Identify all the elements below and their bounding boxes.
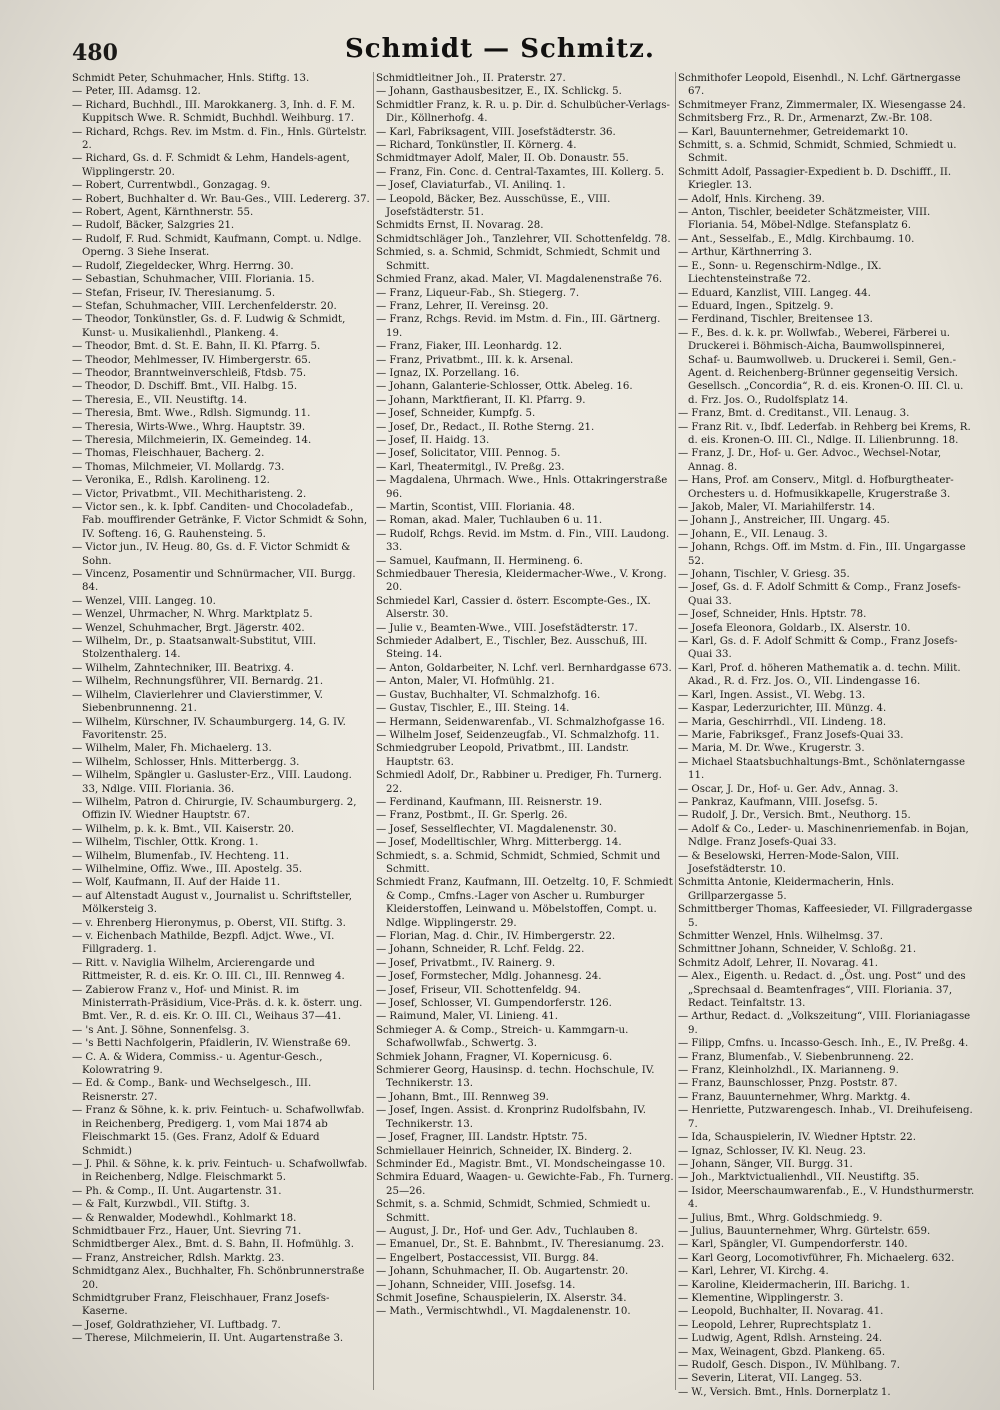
directory-entry: — Theodor, D. Dschiff. Bmt., VII. Halbg. 15. (72, 381, 298, 393)
directory-entry: — 's Ant. J. Söhne, Sonnenfelsg. 3. (72, 1024, 250, 1036)
directory-entry: — Anton, Maler, VI. Hofmühlg. 21. (376, 676, 555, 688)
directory-entry: — Wenzel, Schuhmacher, Brgt. Jägerstr. 402. (72, 622, 305, 634)
directory-entry: — Martin, Scontist, VIII. Floriania. 48. (376, 502, 575, 513)
directory-entry: — Richard, Tonkünstler, II. Körnerg. 4. (376, 140, 577, 152)
directory-entry: — Franz, Liqueur-Fab., Sh. Stiegerg. 7. (376, 287, 580, 299)
column-3 (678, 72, 976, 1398)
directory-entry: — Arthur, Redact. d. „Volkszeitung“, VIII. Florianiagasse 9. (678, 1011, 971, 1036)
directory-entry: Schmidtler Franz, k. R. u. p. Dir. d. Schulbücher-Verlags-Dir., Köllnerhofg. 4. (376, 99, 670, 125)
directory-entry: Schmidtberger Alex., Bmt. d. S. Bahn, II. Hofmühlg. 3. (72, 1239, 355, 1251)
directory-entry: — Theodor, Mehlmesser, IV. Himbergerstr. 65. (72, 354, 311, 366)
directory-entry: — Victor jun., IV. Heug. 80, Gs. d. F. Victor Schmidt & Sohn. (72, 542, 351, 567)
directory-entry: — Wilhelm, Schlosser, Hnls. Mitterbergg. 3. (72, 756, 300, 768)
directory-entry: — Theodor, Branntweinverschleiß, Ftdsb. 75. (72, 367, 307, 379)
directory-entry: — Josef, Schneider, Kumpfg. 5. (376, 408, 536, 420)
directory-entry: — Franz, Kleinholzhdl., IX. Marianneng. 9. (678, 1065, 899, 1077)
directory-entry: — Alex., Eigenth. u. Redact. d. „Öst. ung. Post“ und des „Sprechsaal d. Beamtenfrages“, VIII. Floriania. 37, Redact. Teinfaltstr. 13. (678, 971, 966, 1010)
directory-entry: — Adolf & Co., Leder- u. Maschinenriemenfab. in Bojan, Ndlge. Franz Josefs-Quai 33. (678, 823, 969, 849)
directory-entry: — Franz, Postbmt., II. Gr. Sperlg. 26. (376, 810, 568, 822)
directory-entry: — Franz, Privatbmt., III. k. k. Arsenal. (376, 354, 574, 366)
directory-entry: — Ph. & Comp., II. Unt. Augartenstr. 31. (72, 1185, 282, 1197)
directory-entry: — Josef, Schneider, Hnls. Hptstr. 78. (678, 609, 867, 621)
directory-entry: — Arthur, Kärthnerring 3. (678, 247, 812, 259)
directory-entry: — Richard, Rchgs. Rev. im Mstm. d. Fin., Hnls. Gürtelstr. 2. (72, 126, 367, 152)
column-1 (72, 72, 370, 1390)
directory-entry: Schmidtleitner Joh., II. Praterstr. 27. (376, 73, 566, 84)
directory-entry: — Franz & Söhne, k. k. priv. Feintuch- u. Schafwollwfab. in Reichenberg, Predigerg. 1, vom Mai 1874 ab Fleischmarkt 15. (Ges. Franz, Adolf & Eduard Schmidt.) (72, 1105, 365, 1157)
directory-entry: — Hans, Prof. am Conserv., Mitgl. d. Hofburgtheater-Orchesters u. d. Hofmusikkapelle, Krugerstraße 3. (678, 475, 954, 500)
directory-entry: — Maria, Geschirrhdl., VII. Lindeng. 18. (678, 716, 887, 728)
directory-entry: — Josef, Modelltischler, Whrg. Mitterbergg. 14. (376, 837, 622, 849)
directory-entry: — Anton, Tischler, beeideter Schätzmeister, VIII. Floriania. 54, Möbel-Ndlge. Stefansplatz 6. (678, 207, 931, 232)
directory-entry: — Ferdinand, Tischler, Breitensee 13. (678, 314, 873, 326)
directory-entry: Schmieger A. & Comp., Streich- u. Kammgarn-u. Schafwollwfab., Schwertg. 3. (376, 1024, 629, 1050)
directory-entry: — v. Eichenbach Mathilde, Bezpfl. Adjct. Wwe., VI. Fillgraderg. 1. (72, 931, 335, 956)
directory-entry: — Ed. & Comp., Bank- und Wechselgesch., III. Reisnerstr. 27. (72, 1078, 312, 1103)
directory-entry: — Wolf, Kaufmann, II. Auf der Haide 11. (72, 877, 281, 889)
directory-entry: — Josef, Dr., Redact., II. Rothe Sterng. 21. (376, 421, 595, 433)
directory-entry: Schmithofer Leopold, Eisenhdl., N. Lchf. Gärtnergasse 67. (678, 73, 961, 98)
directory-entry: — Wilhelm, p. k. k. Bmt., VII. Kaiserstr. 20. (72, 823, 295, 835)
directory-entry: Schmitz Adolf, Lehrer, II. Novarag. 41. (678, 957, 879, 969)
directory-entry: Schmira Eduard, Waagen- u. Gewichte-Fab., Fh. Turnerg. 25—26. (376, 1172, 674, 1197)
column-divider (675, 72, 676, 1390)
directory-entry: — Wilhelm, Clavierlehrer und Clavierstimmer, V. Siebenbrunnenng. 21. (72, 689, 324, 715)
directory-entry: — F., Bes. d. k. k. pr. Wollwfab., Weberei, Färberei u. Druckerei i. Böhmisch-Aicha, Baumwollspinnerei, Schaf- u. Baumwollweb. u. Druckerei i. Semil, Gen.-Agent. d. Reichenberg-Brünner gegenseitig Versich. Gesellsch. „Concordia“, R. d. eis. Kronen-O. III. Cl. u. d. Frz. Jos. O., Rudolfsplatz 14. (678, 327, 964, 406)
directory-entry: — Josef, Ingen. Assist. d. Kronprinz Rudolfsbahn, IV. Technikerstr. 13. (376, 1105, 646, 1130)
directory-entry: — Franz, Bauunternehmer, Whrg. Marktg. 4. (678, 1091, 911, 1103)
directory-entry: — Ida, Schauspielerin, IV. Wiedner Hptstr. 22. (678, 1132, 917, 1144)
directory-entry: — Roman, akad. Maler, Tuchlauben 6 u. 11. (376, 515, 603, 527)
directory-entry: — Ignaz, Schlosser, IV. Kl. Neug. 23. (678, 1145, 866, 1157)
directory-entry: — Thomas, Fleischhauer, Bacherg. 2. (72, 448, 265, 460)
directory-entry: — Leopold, Bäcker, Bez. Ausschüsse, E., VIII. Josefstädterstr. 51. (376, 193, 611, 219)
directory-entry: — Franz, Fiaker, III. Leonhardg. 12. (376, 341, 562, 353)
directory-entry: — Wilhelm Josef, Seidenzeugfab., VI. Schmalzhofg. 11. (376, 729, 660, 741)
directory-entry: Schmiedl Adolf, Dr., Rabbiner u. Prediger, Fh. Turnerg. 22. (376, 770, 662, 795)
directory-entry: — Math., Vermischtwhdl., VI. Magdalenenstr. 10. (376, 1306, 631, 1318)
directory-entry: — Hermann, Seidenwarenfab., VI. Schmalzhofgasse 16. (376, 716, 665, 728)
directory-entry: — Richard, Buchhdl., III. Marokkanerg. 3, Inh. d. F. M. Kuppitsch Wwe. R. Schmidt, Buchhdl. Weihburg. 17. (72, 99, 356, 125)
directory-entry: — Theresia, Wirts-Wwe., Whrg. Hauptstr. 39. (72, 421, 306, 433)
directory-entry: — Julius, Bauunternehmer, Whrg. Gürtelstr. 659. (678, 1225, 931, 1237)
directory-entry: — Johann, Tischler, V. Griesg. 35. (678, 569, 850, 581)
directory-entry: Schmidtmayer Adolf, Maler, II. Ob. Donaustr. 55. (376, 153, 629, 165)
directory-entry: Schmittberger Thomas, Kaffeesieder, VI. Fillgradergasse 5. (678, 904, 973, 929)
directory-entry: — Franz, Anstreicher, Rdlsh. Marktg. 23. (72, 1252, 285, 1264)
directory-entry: — Raimund, Maler, VI. Linieng. 41. (376, 1011, 558, 1023)
directory-entry: — Karl, Spängler, VI. Gumpendorferstr. 140. (678, 1239, 908, 1251)
directory-entry: Schminder Ed., Magistr. Bmt., VI. Mondscheingasse 10. (376, 1158, 666, 1170)
directory-entry: Schmitsberg Frz., R. Dr., Armenarzt, Zw.-Br. 108. (678, 113, 933, 125)
directory-entry: Schmitmeyer Franz, Zimmermaler, IX. Wiesengasse 24. (678, 99, 966, 111)
directory-entry: — Leopold, Lehrer, Ruprechtsplatz 1. (678, 1319, 872, 1331)
directory-entry: — Josef, Gs. d. F. Adolf Schmitt & Comp., Franz Josefs-Quai 33. (678, 582, 961, 607)
directory-entry: Schmidtgruber Franz, Fleischhauer, Franz Josefs-Kaserne. (72, 1292, 330, 1318)
directory-entry: — Gustav, Buchhalter, VI. Schmalzhofg. 16. (376, 689, 601, 701)
directory-entry: Schmidtschläger Joh., Tanzlehrer, VII. Schottenfeldg. 78. (376, 233, 671, 245)
directory-entry: — Wenzel, Uhrmacher, N. Whrg. Marktplatz 5. (72, 609, 313, 621)
directory-entry: — Michael Staatsbuchhaltungs-Bmt., Schönlaterngasse 11. (678, 756, 966, 782)
directory-entry: — Henriette, Putzwarengesch. Inhab., VI. Dreihufeiseng. 7. (678, 1105, 973, 1130)
directory-entry: Schmieder Adalbert, E., Tischler, Bez. Ausschuß, III. Steing. 14. (376, 636, 648, 661)
directory-entry: — Wilhelm, Rechnungsführer, VII. Bernardg. 21. (72, 676, 324, 688)
directory-entry: — Ant., Sesselfab., E., Mdlg. Kirchbaumg. 10. (678, 233, 915, 245)
directory-entry: — Josef, Privatbmt., IV. Rainerg. 9. (376, 957, 556, 969)
directory-entry: — Karl, Fabriksagent, VIII. Josefstädterstr. 36. (376, 126, 616, 138)
directory-entry: — Victor sen., k. k. Ipbf. Canditen- und Chocoladefab., Fab. mouffirender Getränke, F. Victor Schmidt & Sohn, IV. Softeng. 16, G. Rauhensteing. 5. (72, 502, 368, 540)
directory-entry: — Josef, Goldrathzieher, VI. Luftbadg. 7. (72, 1319, 281, 1331)
directory-entry: — & Falt, Kurzwbdl., VII. Stiftg. 3. (72, 1199, 250, 1211)
directory-entry: — Karl, Gs. d. F. Adolf Schmitt & Comp., Franz Josefs-Quai 33. (678, 636, 958, 661)
directory-entry: — Wilhelm, Blumenfab., IV. Hechteng. 11. (72, 850, 289, 862)
directory-entry: — Ignaz, IX. Porzellang. 16. (376, 367, 520, 379)
directory-entry: — Richard, Gs. d. F. Schmidt & Lehm, Handels-agent, Wipplingerstr. 20. (72, 153, 350, 178)
directory-entry: — Leopold, Buchhalter, II. Novarag. 41. (678, 1306, 884, 1318)
directory-entry: Schmidts Ernst, II. Novarag. 28. (376, 220, 544, 232)
directory-entry: — Peter, III. Adamsg. 12. (72, 86, 201, 98)
directory-entry: Schmitt, s. a. Schmid, Schmidt, Schmied, Schmiedt u. Schmit. (678, 140, 957, 165)
directory-entry: — E., Sonn- u. Regenschirm-Ndlge., IX. Liechtensteinstraße 72. (678, 260, 882, 286)
directory-entry: — Vincenz, Posamentir und Schnürmacher, VII. Burgg. 84. (72, 569, 356, 594)
directory-entry: — Karl Georg, Locomotivführer, Fh. Michaelerg. 632. (678, 1252, 955, 1264)
directory-entry: — Franz, Fin. Conc. d. Central-Taxamtes, III. Kollerg. 5. (376, 166, 665, 178)
directory-entry: — Stefan, Schuhmacher, VIII. Lerchenfelderstr. 20. (72, 300, 337, 312)
directory-entry: — Johann, Schneider, R. Lchf. Feldg. 22. (376, 944, 585, 956)
directory-entry: Schmied Franz, akad. Maler, VI. Magdalenenstraße 76. (376, 274, 663, 286)
directory-entry: — Ritt. v. Naviglia Wilhelm, Arcierengarde und Rittmeister, R. d. eis. Kr. O. III. Cl., III. Rennweg 4. (72, 957, 345, 983)
directory-entry: — Wilhelm, Spängler u. Gasluster-Erz., VIII. Laudong. 33, Ndlge. VIII. Floriania. 36. (72, 770, 352, 795)
directory-entry: — Karl, Bauunternehmer, Getreidemarkt 10. (678, 126, 909, 138)
directory-entry: — Rudolf, Ziegeldecker, Whrg. Herrng. 30. (72, 260, 294, 272)
directory-entry: — & Renwalder, Modewhdl., Kohlmarkt 18. (72, 1212, 297, 1224)
directory-entry: — Johann, Bmt., III. Rennweg 39. (376, 1091, 549, 1103)
directory-entry: Schmiedel Karl, Cassier d. österr. Escompte-Ges., IX. Alserstr. 30. (376, 595, 651, 621)
directory-entry: — Theresia, E., VII. Neustiftg. 14. (72, 394, 247, 406)
directory-entry: — Johann, Sänger, VII. Burgg. 31. (678, 1158, 853, 1170)
directory-entry: — Josef, Friseur, VII. Schottenfeldg. 94. (376, 984, 581, 996)
directory-entry: — Karoline, Kleidermacherin, III. Barichg. 1. (678, 1279, 910, 1291)
directory-entry: — Eduard, Kanzlist, VIII. Langeg. 44. (678, 287, 871, 299)
directory-entry: Schmitter Wenzel, Hnls. Wilhelmsg. 37. (678, 931, 884, 942)
directory-entry: — Johann, Schneider, VIII. Josefsg. 14. (376, 1279, 576, 1291)
directory-columns (72, 72, 978, 1398)
directory-entry: — Theresia, Milchmeierin, IX. Gemeindeg. 14. (72, 434, 312, 446)
directory-entry: — Josef, II. Haidg. 13. (376, 434, 490, 446)
directory-entry: — Karl, Lehrer, VI. Kirchg. 4. (678, 1266, 829, 1278)
directory-entry: — Julius, Bmt., Whrg. Goldschmiedg. 9. (678, 1212, 883, 1224)
directory-entry: — Johann, Schuhmacher, II. Ob. Augartenstr. 20. (376, 1266, 629, 1278)
directory-entry: Schmidtbauer Frz., Hauer, Unt. Sievring 71. (72, 1225, 302, 1237)
directory-entry: — Rudolf, Gesch. Dispon., IV. Mühlbang. 7. (678, 1360, 900, 1371)
directory-entry: — Rudolf, F. Rud. Schmidt, Kaufmann, Compt. u. Ndlge. Operng. 3 Siehe Inserat. (72, 233, 362, 259)
directory-entry: Schmied, s. a. Schmid, Schmidt, Schmiedt, Schmit und Schmitt. (376, 247, 661, 272)
directory-entry: — Filipp, Cmfns. u. Incasso-Gesch. Inh., E., IV. Preßg. 4. (678, 1038, 969, 1050)
directory-entry: — Josef, Claviaturfab., VI. Anilinq. 1. (376, 180, 566, 192)
directory-entry: — Robert, Agent, Kärnthnerstr. 55. (72, 207, 254, 219)
directory-entry: — C. A. & Widera, Commiss.- u. Agentur-Gesch., Kolowratring 9. (72, 1051, 323, 1077)
directory-entry: — & Beselowski, Herren-Mode-Salon, VIII. Josefstädterstr. 10. (678, 850, 900, 875)
directory-entry: — Max, Weinagent, Gbzd. Plankeng. 65. (678, 1346, 886, 1358)
directory-entry: — v. Ehrenberg Hieronymus, p. Oberst, VII. Stiftg. 3. (72, 917, 346, 929)
directory-entry: Schmierer Georg, Hausinsp. d. techn. Hochschule, IV. Technikerstr. 13. (376, 1065, 655, 1090)
directory-entry: — Johann, Rchgs. Off. im Mstm. d. Fin., III. Ungargasse 52. (678, 542, 966, 567)
column-divider (373, 72, 374, 1390)
directory-entry: Schmiellauer Heinrich, Schneider, IX. Binderg. 2. (376, 1145, 633, 1157)
directory-entry: Schmiedt, s. a. Schmid, Schmidt, Schmied, Schmit und Schmitt. (376, 850, 661, 875)
directory-entry: Schmit Josefine, Schauspielerin, IX. Alserstr. 34. (376, 1292, 627, 1304)
directory-entry: — Kaspar, Lederzurichter, III. Münzg. 4. (678, 703, 887, 715)
directory-entry: — Josef, Fragner, III. Landstr. Hptstr. 75. (376, 1132, 588, 1144)
directory-entry: — Severin, Literat, VII. Langeg. 53. (678, 1373, 863, 1385)
directory-entry: — Johann, Galanterie-Schlosser, Ottk. Abeleg. 16. (376, 381, 633, 393)
directory-entry: — Johann, E., VII. Lenaug. 3. (678, 528, 828, 540)
directory-entry: — Karl, Ingen. Assist., VI. Webg. 13. (678, 689, 866, 701)
directory-entry: Schmidt Peter, Schuhmacher, Hnls. Stiftg. 13. (72, 73, 310, 84)
directory-entry: Schmiek Johann, Fragner, VI. Kopernicusg. 6. (376, 1051, 613, 1063)
directory-entry: — Johann J., Anstreicher, III. Ungarg. 45. (678, 515, 890, 527)
directory-entry: — Franz, Rchgs. Revid. im Mstm. d. Fin., III. Gärtnerg. 19. (376, 314, 661, 339)
directory-entry: — Josef, Sesselflechter, VI. Magdalenenstr. 30. (376, 823, 617, 835)
directory-entry: — Josefa Eleonora, Goldarb., IX. Alserstr. 10. (678, 622, 911, 634)
directory-entry: Schmiedt Franz, Kaufmann, III. Oetzeltg. 10, F. Schmiedt & Comp., Cmfns.-Lager von Ascher u. Rumburger Kleiderstoffen, Leinwand u. Möbelstoffen, Compt. u. Ndlge. Wipplingerstr. 29. (376, 877, 673, 929)
directory-entry: — Wilhelm, Patron d. Chirurgie, IV. Schaumburgerg. 2, Offizin IV. Wiedner Hauptstr. 67. (72, 796, 357, 822)
directory-entry: — Zabierow Franz v., Hof- und Minist. R. im Ministerrath-Präsidium, Vice-Präs. d. k. k. österr. ung. Bmt. Ver., R. d. eis. Kr. O. III. Cl., Weihaus 37—41. (72, 984, 363, 1023)
directory-entry: — Robert, Currentwbdl., Gonzagag. 9. (72, 180, 271, 192)
directory-entry: — Johann, Marktfierant, II. Kl. Pfarrg. 9. (376, 394, 586, 406)
directory-entry: — Gustav, Tischler, E., III. Steing. 14. (376, 703, 570, 715)
directory-entry: — Rudolf, Rchgs. Revid. im Mstm. d. Fin., VIII. Laudong. 33. (376, 528, 670, 554)
directory-entry: — Wilhelm, Kürschner, IV. Schaumburgerg. 14, G. IV. Favoritenstr. 25. (72, 716, 346, 741)
directory-entry: — Klementine, Wipplingerstr. 3. (678, 1292, 844, 1304)
directory-entry: Schmiedgruber Leopold, Privatbmt., III. Landstr. Hauptstr. 63. (376, 743, 629, 768)
page-heading: Schmidt — Schmitz. (345, 34, 655, 64)
directory-entry: — Franz, Bmt. d. Creditanst., VII. Lenaug. 3. (678, 408, 910, 420)
directory-entry: — Wenzel, VIII. Langeg. 10. (72, 595, 216, 607)
directory-entry: — Engelbert, Postaccessist, VII. Burgg. 84. (376, 1252, 599, 1264)
directory-entry: Schmidtganz Alex., Buchhalter, Fh. Schönbrunnerstraße 20. (72, 1266, 365, 1291)
directory-entry: — Thomas, Milchmeier, VI. Mollardg. 73. (72, 461, 285, 473)
directory-entry: — Marie, Fabriksgef., Franz Josefs-Quai 33. (678, 729, 904, 741)
directory-entry: — Josef, Formstecher, Mdlg. Johannesg. 24. (376, 971, 602, 983)
directory-entry: — Stefan, Friseur, IV. Theresianumg. 5. (72, 287, 276, 299)
column-2 (376, 72, 674, 1390)
directory-entry: — Theresia, Bmt. Wwe., Rdlsh. Sigmundg. 11. (72, 408, 311, 420)
directory-entry: — Maria, M. Dr. Wwe., Krugerstr. 3. (678, 743, 865, 755)
directory-entry: — Wilhelm, Maler, Fh. Michaelerg. 13. (72, 743, 272, 755)
directory-entry: Schmitta Antonie, Kleidermacherin, Hnls. Grillparzergasse 5. (678, 877, 895, 902)
directory-entry: — Rudolf, J. Dr., Versich. Bmt., Neuthorg. 15. (678, 810, 911, 822)
directory-entry: — Ludwig, Agent, Rdlsh. Arnsteing. 24. (678, 1333, 883, 1345)
directory-entry: — Karl, Theatermitgl., IV. Preßg. 23. (376, 461, 565, 473)
directory-entry: — Isidor, Meerschaumwarenfab., E., V. Hundsthurmerstr. 4. (678, 1185, 975, 1211)
directory-entry: — 's Betti Nachfolgerin, Pfaidlerin, IV. Wienstraße 69. (72, 1038, 351, 1050)
directory-entry: — Wilhelm, Tischler, Ottk. Krong. 1. (72, 837, 259, 849)
directory-entry: — Adolf, Hnls. Kircheng. 39. (678, 193, 825, 205)
directory-entry: — J. Phil. & Söhne, k. k. priv. Feintuch- u. Schafwollwfab. in Reichenberg, Ndlge. Fleischmarkt 5. (72, 1158, 368, 1184)
directory-entry: — Julie v., Beamten-Wwe., VIII. Josefstädterstr. 17. (376, 622, 638, 634)
directory-entry: — Josef, Schlosser, VI. Gumpendorferstr. 126. (376, 998, 612, 1010)
directory-entry: — Wilhelmine, Offiz. Wwe., III. Apostelg. 35. (72, 863, 303, 875)
page-number: 480 (72, 40, 118, 66)
directory-entry: — W., Versich. Bmt., Hnls. Dornerplatz 1. (678, 1386, 891, 1398)
directory-entry: — Robert, Buchhalter d. Wr. Bau-Ges., VIII. Ledererg. 37. (72, 193, 370, 205)
directory-entry: — Jakob, Maler, VI. Mariahilferstr. 14. (678, 502, 875, 513)
directory-entry: — Rudolf, Bäcker, Salzgries 21. (72, 220, 235, 232)
directory-entry: — Wilhelm, Dr., p. Staatsanwalt-Substitut, VIII. Stolzenthalerg. 14. (72, 636, 317, 661)
directory-entry: — Emanuel, Dr., St. E. Bahnbmt., IV. Theresianumg. 23. (376, 1239, 665, 1251)
directory-entry: Schmitt Adolf, Passagier-Expedient b. D. Dschifff., II. Kriegler. 13. (678, 166, 952, 192)
directory-entry: — Franz, Blumenfab., V. Siebenbrunneng. 22. (678, 1051, 914, 1063)
directory-entry: — Eduard, Ingen., Spitzelg. 9. (678, 300, 834, 312)
directory-entry: — Franz Rit. v., Ibdf. Lederfab. in Rehberg bei Krems, R. d. eis. Kronen-O. III. Cl., Ndlge. II. Lilienbrunng. 18. (678, 421, 971, 446)
directory-entry: — Theodor, Tonkünstler, Gs. d. F. Ludwig & Schmidt, Kunst- u. Musikalienhdl., Plankeng. 4. (72, 314, 346, 339)
directory-entry: Schmit, s. a. Schmid, Schmidt, Schmied, Schmiedt u. Schmitt. (376, 1199, 651, 1224)
directory-entry: — Theodor, Bmt. d. St. E. Bahn, II. Kl. Pfarrg. 5. (72, 341, 321, 353)
directory-entry: — Ferdinand, Kaufmann, III. Reisnerstr. 19. (376, 796, 603, 808)
directory-entry: — Wilhelm, Zahntechniker, III. Beatrixg. 4. (72, 662, 294, 674)
directory-entry: — Joh., Marktvictualienhdl., VII. Neustiftg. 35. (678, 1172, 920, 1184)
directory-entry: — Florian, Mag. d. Chir., IV. Himbergerstr. 22. (376, 931, 616, 942)
directory-entry: — Franz, Lehrer, II. Vereinsg. 20. (376, 300, 549, 312)
directory-entry: — Karl, Prof. d. höheren Mathematik a. d. techn. Milit. Akad., R. d. Frz. Jos. O., VII. Lindengasse 16. (678, 662, 961, 688)
directory-entry: — Veronika, E., Rdlsh. Karolineng. 12. (72, 475, 270, 487)
directory-entry: — Anton, Goldarbeiter, N. Lchf. verl. Bernhardgasse 673. (376, 662, 672, 674)
directory-entry: — Victor, Privatbmt., VII. Mechitharisteng. 2. (72, 488, 307, 500)
directory-entry: — Therese, Milchmeierin, II. Unt. Augartenstraße 3. (72, 1333, 344, 1345)
directory-entry: — Oscar, J. Dr., Hof- u. Ger. Adv., Annag. 3. (678, 783, 899, 795)
directory-entry: — auf Altenstadt August v., Journalist u. Schriftsteller, Mölkersteig 3. (72, 890, 352, 916)
directory-entry: — Sebastian, Schuhmacher, VIII. Floriania. 15. (72, 274, 315, 286)
directory-entry: Schmittner Johann, Schneider, V. Schloßg. 21. (678, 944, 917, 956)
directory-entry: — Josef, Solicitator, VIII. Pennog. 5. (376, 448, 561, 460)
directory-entry: — Johann, Gasthausbesitzer, E., IX. Schlickg. 5. (376, 86, 622, 98)
directory-entry: — Franz, J. Dr., Hof- u. Ger. Advoc., Wechsel-Notar, Annag. 8. (678, 448, 942, 473)
directory-entry: Schmiedbauer Theresia, Kleidermacher-Wwe., V. Krong. 20. (376, 569, 667, 594)
directory-entry: — August, J. Dr., Hof- und Ger. Adv., Tuchlauben 8. (376, 1225, 638, 1237)
directory-entry: — Pankraz, Kaufmann, VIII. Josefsg. 5. (678, 796, 878, 808)
directory-entry: — Franz, Baunschlosser, Pnzg. Poststr. 87. (678, 1078, 898, 1090)
directory-entry: — Samuel, Kaufmann, II. Hermineng. 6. (376, 555, 583, 567)
directory-entry: — Magdalena, Uhrmach. Wwe., Hnls. Ottakringerstraße 96. (376, 475, 668, 500)
